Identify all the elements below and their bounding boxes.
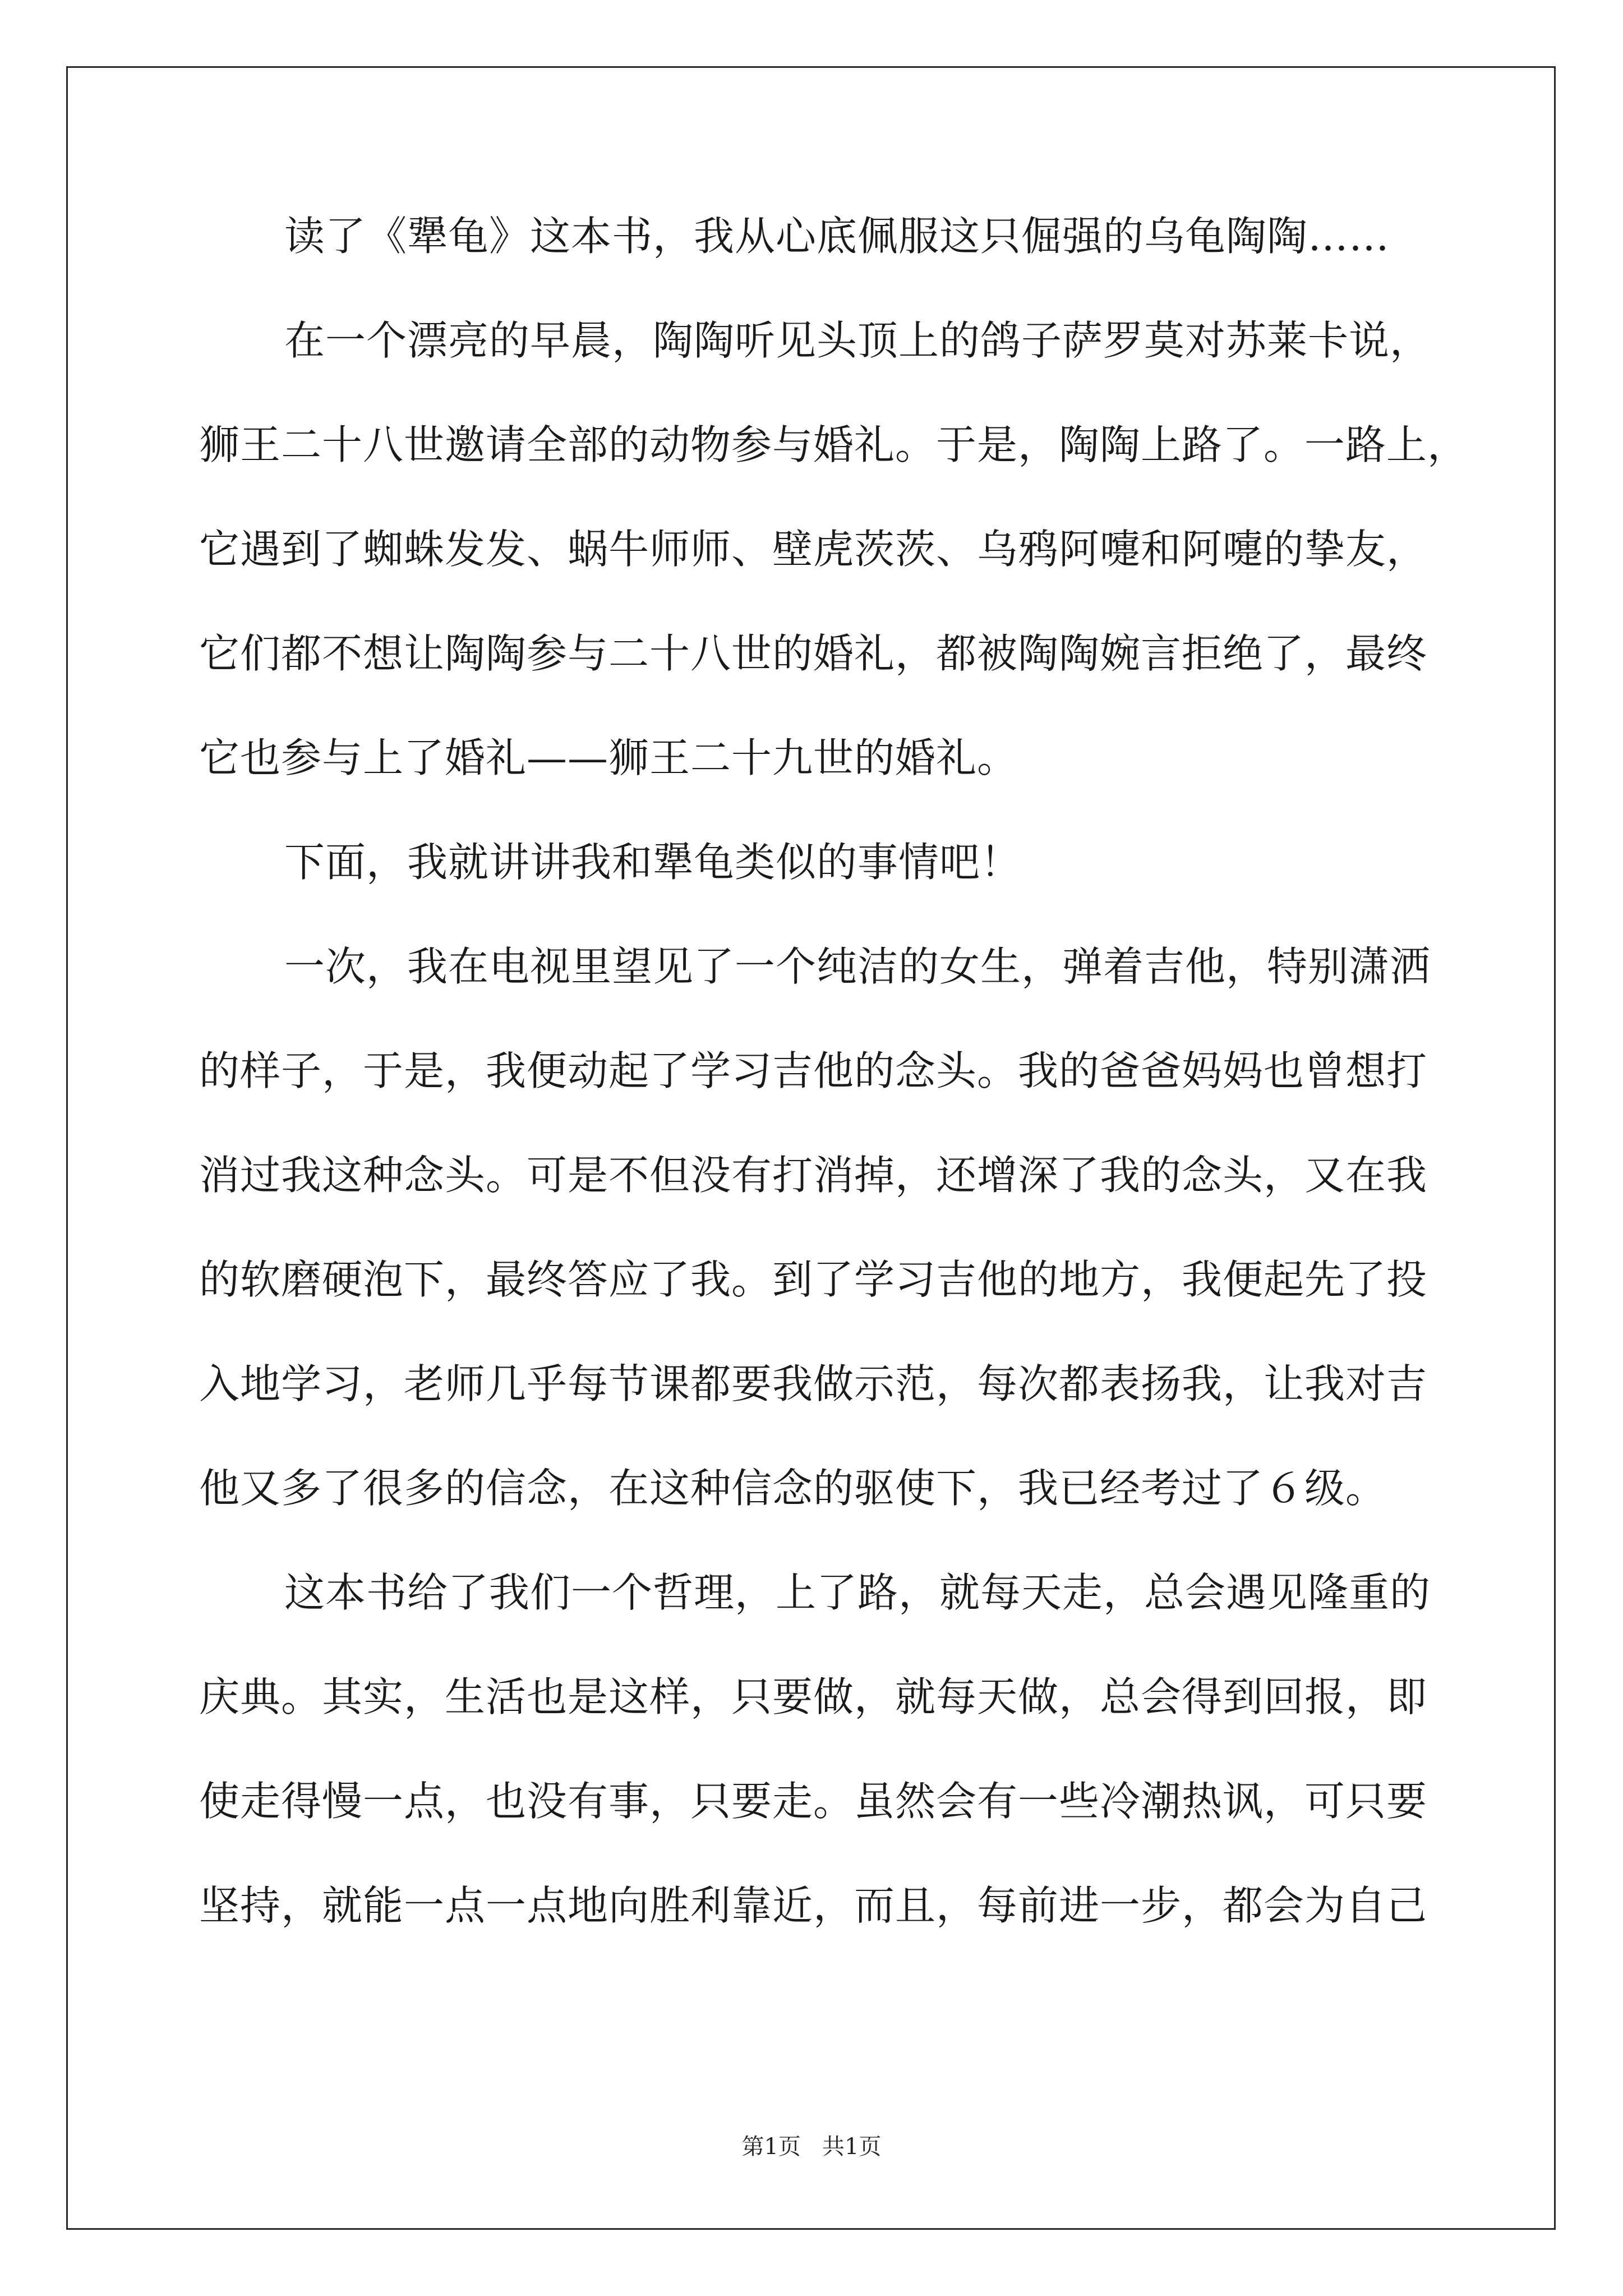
text-line: 它也参与上了婚礼——狮王二十九世的婚礼。 bbox=[199, 734, 1018, 781]
text-line: 的软磨硬泡下，最终答应了我。到了学习吉他的地方，我便起先了投 bbox=[199, 1256, 1428, 1303]
text-line: 消过我这种念头。可是不但没有打消掉，还增深了我的念头，又在我 bbox=[199, 1152, 1428, 1199]
text-line: 入地学习，老师几乎每节课都要我做示范，每次都表扬我，让我对吉 bbox=[199, 1360, 1428, 1407]
text-line: 这本书给了我们一个哲理，上了路，就每天走，总会遇见隆重的 bbox=[284, 1569, 1431, 1616]
page-number-footer: 第1页 共1页 bbox=[741, 2134, 882, 2160]
text-line: 庆典。其实，生活也是这样，只要做，就每天做，总会得到回报，即 bbox=[199, 1673, 1428, 1720]
text-line: 在一个漂亮的早晨，陶陶听见头顶上的鸽子萨罗莫对苏莱卡说， bbox=[284, 317, 1431, 364]
text-line: 坚持，就能一点一点地向胜利靠近，而且，每前进一步，都会为自己 bbox=[199, 1882, 1428, 1929]
text-line: 它遇到了蜘蛛发发、蜗牛师师、壁虎茨茨、乌鸦阿嚏和阿嚏的挚友， bbox=[199, 526, 1428, 573]
text-line: 使走得慢一点，也没有事，只要走。虽然会有一些冷潮热讽，可只要 bbox=[199, 1778, 1428, 1825]
text-line: 下面，我就讲讲我和犟龟类似的事情吧！ bbox=[284, 839, 1022, 886]
text-line: 狮王二十八世邀请全部的动物参与婚礼。于是，陶陶上路了。一路上， bbox=[199, 421, 1469, 468]
text-line: 的样子，于是，我便动起了学习吉他的念头。我的爸爸妈妈也曾想打 bbox=[199, 1047, 1428, 1094]
document-body bbox=[199, 213, 1469, 1990]
text-line: 他又多了很多的信念，在这种信念的驱使下，我已经考过了６级。 bbox=[199, 1465, 1387, 1512]
text-line: 它们都不想让陶陶参与二十八世的婚礼，都被陶陶婉言拒绝了，最终 bbox=[199, 630, 1428, 677]
text-line: 一次，我在电视里望见了一个纯洁的女生，弹着吉他，特别潇洒 bbox=[284, 943, 1431, 990]
text-line: 读了《犟龟》这本书，我从心底佩服这只倔强的乌龟陶陶…… bbox=[284, 213, 1390, 260]
